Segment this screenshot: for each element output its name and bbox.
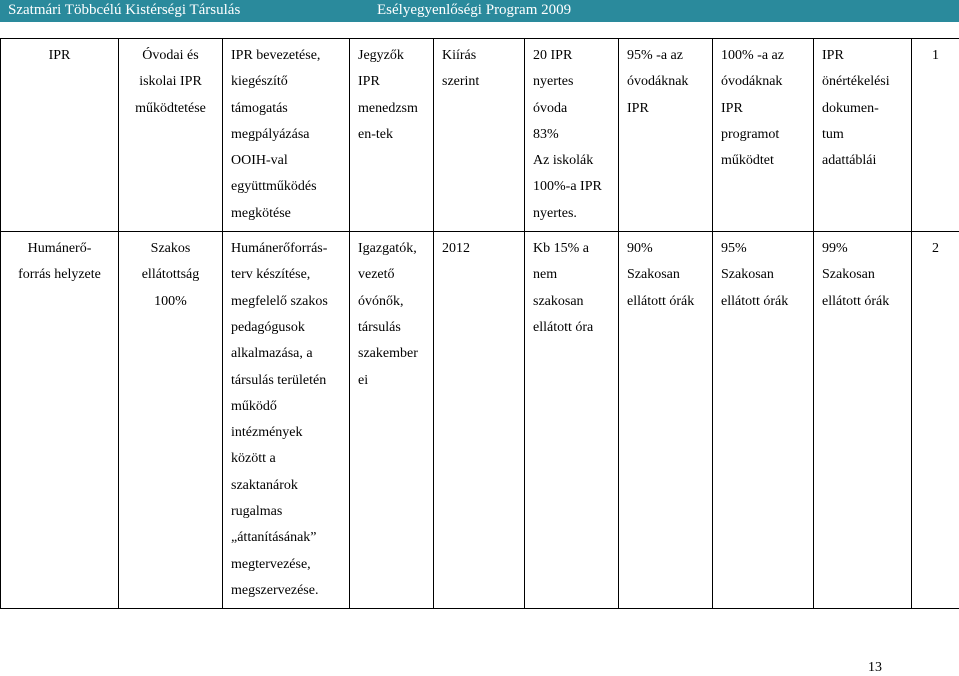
cell-line: ellátott órák bbox=[721, 293, 789, 309]
cell-line: óvoda bbox=[533, 100, 568, 116]
cell-line: társulás bbox=[358, 319, 401, 335]
cell-line: adattáblái bbox=[822, 153, 877, 169]
task-cell bbox=[223, 232, 350, 609]
cell-line: 2 bbox=[932, 241, 939, 257]
row-number-cell bbox=[912, 232, 959, 609]
cell-line: Jegyzők bbox=[358, 48, 404, 63]
cell-line: 83% bbox=[533, 126, 559, 142]
cell-line: Humánerő- bbox=[27, 241, 92, 257]
cell-line: rugalmas bbox=[231, 504, 283, 520]
cell-line: Kb 15% a bbox=[533, 241, 589, 257]
cell-line: szerint bbox=[442, 74, 480, 90]
cell-line: 20 IPR bbox=[533, 48, 573, 63]
cell-line: IPR bbox=[822, 48, 844, 63]
cell-line: ellátottság bbox=[141, 267, 200, 283]
cell-line: IPR bbox=[627, 100, 649, 116]
cell-line: Szakosan bbox=[822, 267, 875, 283]
cell-line: működő bbox=[231, 398, 277, 414]
area-cell bbox=[1, 39, 119, 232]
cell-line: menedzsm bbox=[358, 100, 418, 116]
deadline-cell bbox=[434, 39, 525, 232]
cell-line: 100%-a IPR bbox=[533, 179, 602, 195]
row-number-cell bbox=[912, 39, 959, 232]
cell-line: intézmények bbox=[231, 425, 303, 441]
cell-line: szakember bbox=[358, 346, 418, 362]
cell-line: IPR bevezetése, bbox=[231, 48, 321, 63]
cell-line: megkötése bbox=[231, 205, 291, 221]
cell-line: vezető bbox=[358, 267, 395, 283]
cell-line: ellátott óra bbox=[533, 319, 594, 335]
cell-line: dokumen- bbox=[822, 100, 879, 116]
cell-line: megpályázása bbox=[231, 126, 310, 142]
cell-line: szaktanárok bbox=[231, 477, 298, 493]
cell-line: Igazgatók, bbox=[358, 241, 417, 257]
cell-line: nem bbox=[533, 267, 558, 283]
cell-line: 100% -a az bbox=[721, 48, 784, 63]
cell-line: tum bbox=[822, 126, 844, 142]
page-header bbox=[0, 0, 959, 22]
cell-line: támogatás bbox=[231, 100, 288, 116]
cell-line: Az iskolák bbox=[533, 153, 594, 169]
cell-line: Szakosan bbox=[627, 267, 680, 283]
cell-line: ellátott órák bbox=[822, 293, 890, 309]
cell-line: működtet bbox=[721, 153, 774, 169]
cell-line: megszervezése. bbox=[231, 582, 319, 598]
goal-cell bbox=[119, 232, 223, 609]
baseline-cell bbox=[525, 39, 619, 232]
responsible-cell bbox=[350, 232, 434, 609]
baseline-cell bbox=[525, 232, 619, 609]
cell-line: IPR bbox=[48, 48, 71, 63]
cell-line: megtervezése, bbox=[231, 556, 311, 572]
header-program-title: Esélyegyenlőségi Program 2009 bbox=[377, 2, 572, 18]
page-number: 13 bbox=[868, 660, 882, 675]
deadline-cell bbox=[434, 232, 525, 609]
cell-line: 99% bbox=[822, 241, 848, 257]
cell-line: 1 bbox=[932, 48, 939, 63]
table-row bbox=[1, 39, 959, 232]
cell-line: között a bbox=[231, 451, 276, 467]
long-term-cell bbox=[814, 232, 912, 609]
long-term-cell bbox=[814, 39, 912, 232]
cell-line: óvodáknak bbox=[721, 74, 783, 90]
cell-line: iskolai IPR bbox=[139, 74, 202, 90]
area-cell bbox=[1, 232, 119, 609]
cell-line: szakosan bbox=[533, 293, 584, 309]
cell-line: Humánerőforrás- bbox=[231, 241, 328, 257]
cell-line: terv készítése, bbox=[231, 267, 311, 283]
header-organization: Szatmári Többcélú Kistérségi Társulás bbox=[8, 2, 241, 18]
cell-line: 95% bbox=[721, 241, 747, 257]
cell-line: nyertes. bbox=[533, 205, 577, 221]
cell-line: 90% bbox=[627, 241, 653, 257]
cell-line: 95% -a az bbox=[627, 48, 683, 63]
cell-line: Kiírás bbox=[442, 48, 477, 63]
cell-line: Szakos bbox=[150, 241, 191, 257]
cell-line: en-tek bbox=[358, 126, 393, 142]
cell-line: együttműködés bbox=[231, 179, 317, 195]
cell-line: önértékelési bbox=[822, 74, 890, 90]
table-row bbox=[1, 232, 959, 609]
task-cell bbox=[223, 39, 350, 232]
cell-line: nyertes bbox=[533, 74, 574, 90]
cell-line: óvónők, bbox=[358, 293, 404, 309]
cell-line: pedagógusok bbox=[231, 319, 305, 335]
cell-line: 2012 bbox=[442, 241, 470, 257]
responsible-cell bbox=[350, 39, 434, 232]
cell-line: megfelelő szakos bbox=[231, 293, 328, 309]
cell-line: forrás helyzete bbox=[18, 267, 101, 283]
cell-line: 100% bbox=[154, 293, 187, 309]
program-table bbox=[0, 38, 959, 609]
cell-line: OOIH-val bbox=[231, 153, 288, 169]
cell-line: kiegészítő bbox=[231, 74, 288, 90]
cell-line: ellátott órák bbox=[627, 293, 695, 309]
cell-line: alkalmazása, a bbox=[231, 346, 313, 362]
cell-line: működtetése bbox=[135, 100, 206, 116]
short-term-cell bbox=[619, 232, 713, 609]
goal-cell bbox=[119, 39, 223, 232]
short-term-cell bbox=[619, 39, 713, 232]
cell-line: ei bbox=[358, 372, 369, 388]
cell-line: Óvodai és bbox=[142, 48, 199, 63]
cell-line: „áttanításának” bbox=[231, 530, 317, 546]
cell-line: IPR bbox=[358, 74, 380, 90]
cell-line: Szakosan bbox=[721, 267, 774, 283]
mid-term-cell bbox=[713, 39, 814, 232]
mid-term-cell bbox=[713, 232, 814, 609]
cell-line: IPR bbox=[721, 100, 743, 116]
cell-line: programot bbox=[721, 126, 780, 142]
cell-line: társulás területén bbox=[231, 372, 327, 388]
cell-line: óvodáknak bbox=[627, 74, 689, 90]
